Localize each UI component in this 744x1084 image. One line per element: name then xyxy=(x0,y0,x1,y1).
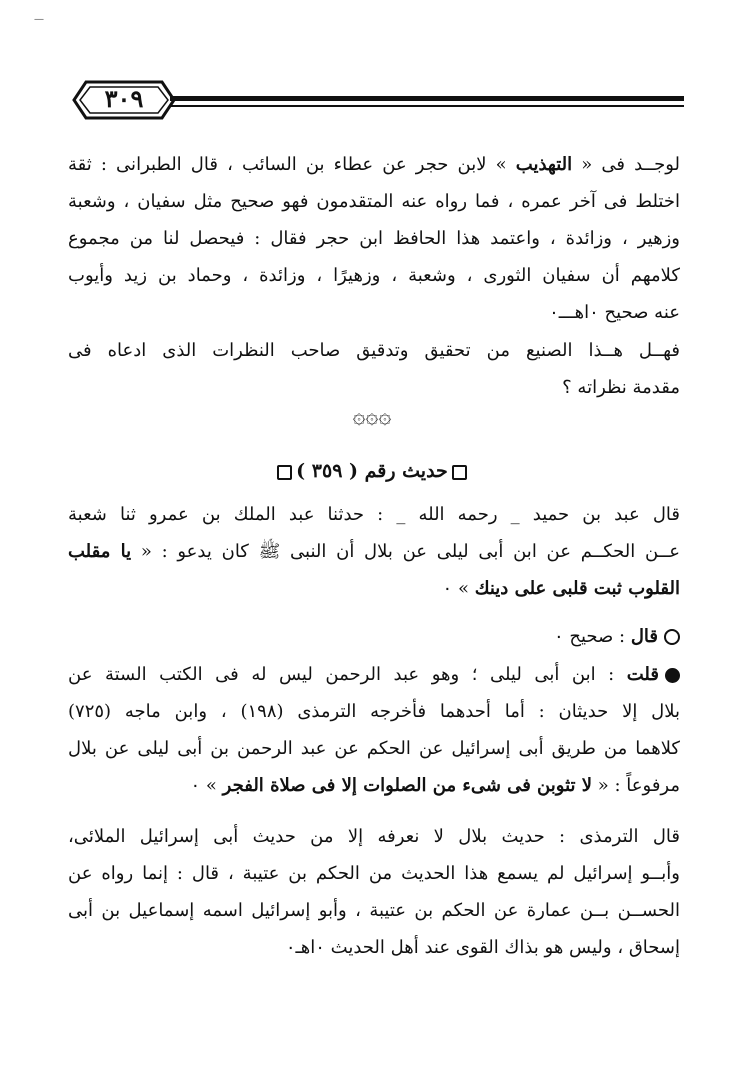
text-line: اختلط فى آخر عمره ، فما رواه عنه المتقدمون فهو صحيح مثل سفيان ، وشعبة xyxy=(68,191,680,212)
paragraph-qala xyxy=(68,618,680,655)
text-line: كلاهما من طريق أبى إسرائيل عن الحكم عن عبد الرحمن بن أبى ليلى عن بلال xyxy=(68,738,680,759)
text-line: وأبــو إسرائيل لم يسمع هذا الحديث من الحكم بن عتيبة ، قال : إنما رواه عن xyxy=(68,863,680,884)
text-line: وزهير ، وزائدة ، واعتمد هذا الحافظ ابن حجر فقال : فيحصل لنا من مجموع xyxy=(68,228,680,249)
square-bullet-icon xyxy=(277,465,292,480)
text-line: مقدمة نظراته ؟ xyxy=(562,377,680,398)
text-line: قال عبد بن حميد _ رحمه الله _ : حدثنا عبد الملك بن عمرو ثنا شعبة xyxy=(68,504,680,525)
paragraph-hadith xyxy=(68,496,680,607)
header-rule-thin xyxy=(170,105,684,107)
hadith-heading: حديث رقم ( ٣٥٩ ) xyxy=(0,460,744,482)
page-header xyxy=(72,78,684,122)
page-number: ٣٠٩ xyxy=(104,84,144,113)
corner-mark: — xyxy=(34,14,44,25)
open-circle-bullet-icon xyxy=(664,629,680,645)
paragraph-critique xyxy=(68,332,680,406)
text-line: لوجــد فى « التهذيب » لابن حجر عن عطاء بن السائب ، قال الطبرانى : ثقة xyxy=(68,154,680,175)
paragraph-qultu xyxy=(68,656,680,804)
text-line: عنه صحيح ٠اهـــ٠ xyxy=(549,302,680,323)
square-bullet-icon xyxy=(452,465,467,480)
paragraph-tahdhib xyxy=(68,146,680,331)
text-line: عــن الحكــم عن ابن أبى ليلى عن بلال أن النبى ﷺ كان يدعو : « يا مقلب xyxy=(68,541,680,562)
text-line: القلوب ثبت قلبى على دينك » ٠ xyxy=(442,578,680,599)
text-line: قال : صحيح ٠ xyxy=(68,618,680,655)
text-line: مرفوعاً : « لا تثوبن فى شىء من الصلوات إلا فى صلاة الفجر » ٠ xyxy=(190,775,680,796)
page-number-frame xyxy=(72,78,176,122)
text-line: إسحاق ، وليس هو بذاك القوى عند أهل الحديث ٠اهـ٠ xyxy=(285,937,680,958)
text-line: فهــل هــذا الصنيع من تحقيق وتدقيق صاحب النظرات الذى ادعاه فى xyxy=(68,340,680,361)
paragraph-tirmidhi xyxy=(68,818,680,966)
text-line: بلال إلا حديثان : أما أحدهما فأخرجه الترمذى (١٩٨) ، وابن ماجه (٧٢٥) xyxy=(68,701,680,722)
text-line: قلت : ابن أبى ليلى ؛ وهو عبد الرحمن ليس له فى الكتب الستة عن xyxy=(68,656,680,693)
header-rule-thick xyxy=(170,96,684,101)
section-ornament: ۞۞۞ xyxy=(352,404,392,429)
filled-circle-bullet-icon xyxy=(665,668,680,683)
text-line: الحســن بــن عمارة عن الحكم بن عتيبة ، وأبو إسرائيل اسمه إسماعيل بن أبى xyxy=(68,900,680,921)
text-line: كلامهم أن سفيان الثورى ، وشعبة ، وزهيرًا ، وزائدة ، وحماد بن زيد وأيوب xyxy=(68,265,680,286)
text-line: قال الترمذى : حديث بلال لا نعرفه إلا من حديث أبى إسرائيل الملائى، xyxy=(68,826,680,847)
